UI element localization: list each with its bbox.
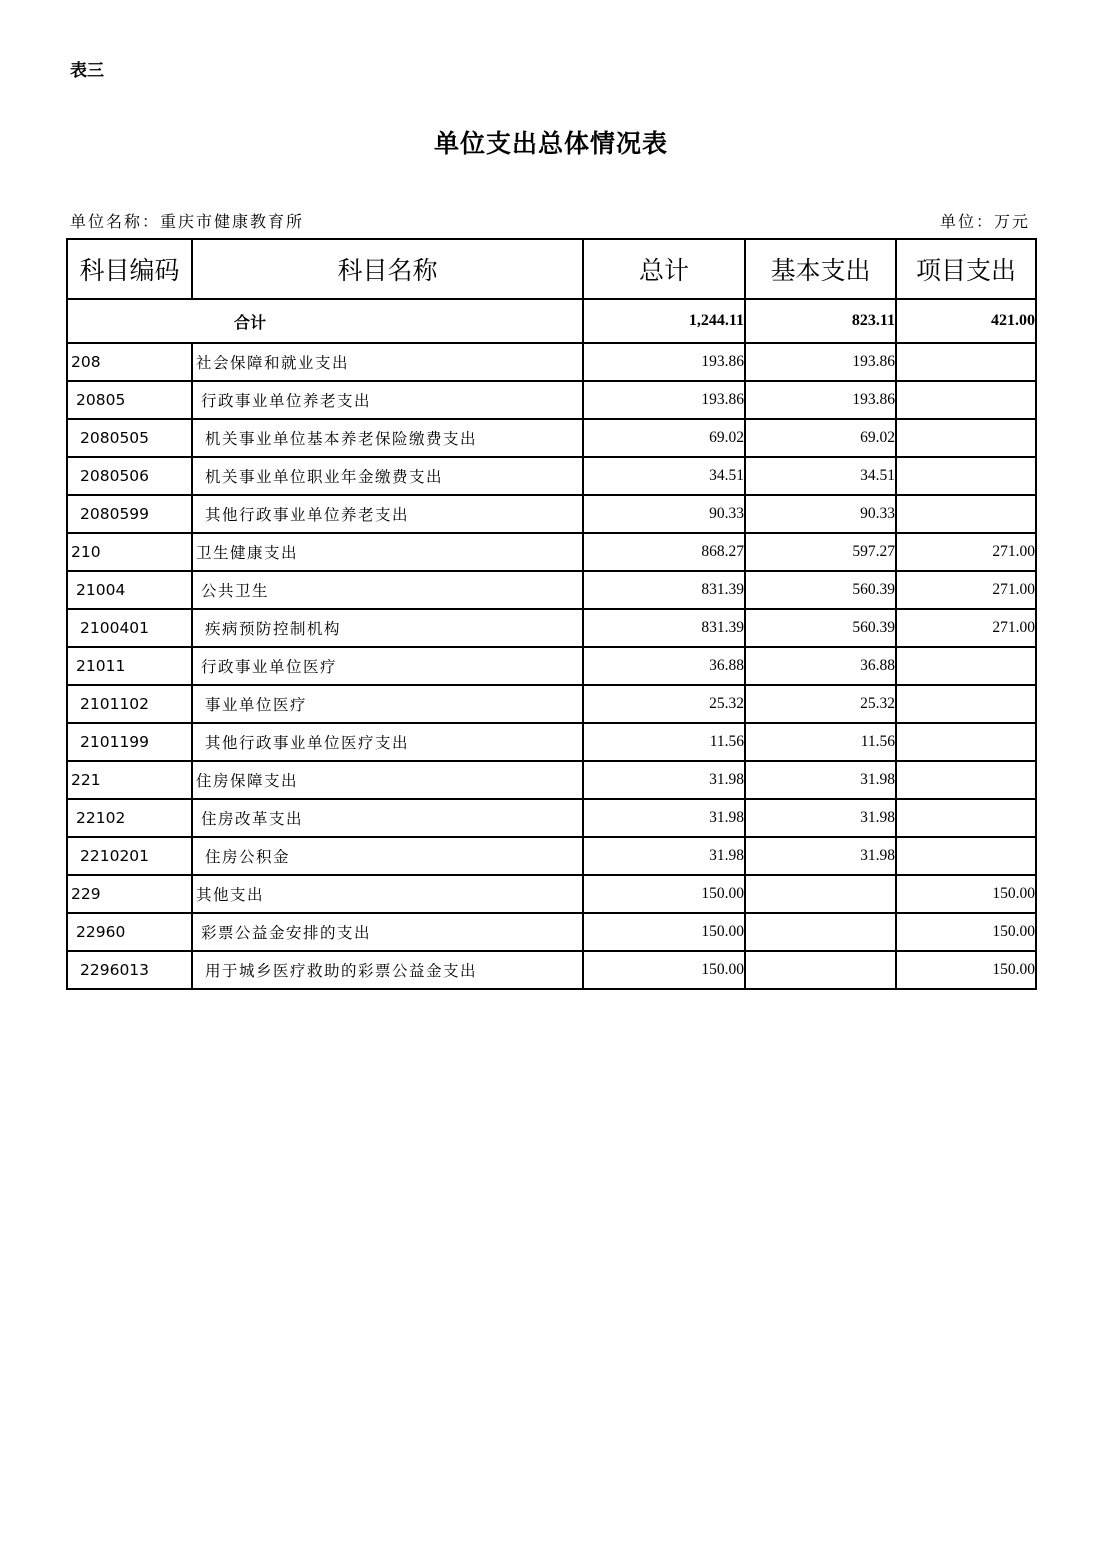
total-row: [67, 299, 1036, 343]
row-project: [896, 457, 1036, 495]
total-basic: 823.11: [745, 299, 896, 343]
row-project: [896, 381, 1036, 419]
row-code: 21011: [67, 647, 192, 685]
row-name: 住房公积金: [192, 837, 583, 875]
row-project: [896, 495, 1036, 533]
row-total: 31.98: [583, 761, 745, 799]
row-basic: 34.51: [745, 457, 896, 495]
row-total: 25.32: [583, 685, 745, 723]
table-row: [67, 799, 1036, 837]
row-total: 34.51: [583, 457, 745, 495]
row-total: 193.86: [583, 343, 745, 381]
table-row: [67, 343, 1036, 381]
row-name: 事业单位医疗: [192, 685, 583, 723]
row-code: 2080506: [67, 457, 192, 495]
row-project: [896, 685, 1036, 723]
row-code: 2101102: [67, 685, 192, 723]
row-total: 11.56: [583, 723, 745, 761]
header-name: 科目名称: [192, 239, 583, 299]
page-title: 单位支出总体情况表: [433, 129, 668, 158]
table-row: [67, 457, 1036, 495]
row-basic: 193.86: [745, 381, 896, 419]
row-code: 229: [67, 875, 192, 913]
row-basic: 69.02: [745, 419, 896, 457]
table-row: [67, 685, 1036, 723]
row-basic: 31.98: [745, 837, 896, 875]
table-row: [67, 951, 1036, 989]
row-basic: 31.98: [745, 799, 896, 837]
table-row: [67, 571, 1036, 609]
row-name: 公共卫生: [192, 571, 583, 609]
table-row: [67, 723, 1036, 761]
row-name: 其他行政事业单位医疗支出: [192, 723, 583, 761]
row-code: 21004: [67, 571, 192, 609]
row-code: 2210201: [67, 837, 192, 875]
row-total: 90.33: [583, 495, 745, 533]
row-code: 2296013: [67, 951, 192, 989]
row-code: 2080505: [67, 419, 192, 457]
row-name: 行政事业单位医疗: [192, 647, 583, 685]
row-code: 20805: [67, 381, 192, 419]
row-code: 22102: [67, 799, 192, 837]
row-total: 69.02: [583, 419, 745, 457]
row-total: 150.00: [583, 875, 745, 913]
row-project: 150.00: [896, 875, 1036, 913]
row-basic: [745, 913, 896, 951]
row-project: [896, 761, 1036, 799]
row-basic: 25.32: [745, 685, 896, 723]
header-row: [67, 239, 1036, 299]
row-name: 疾病预防控制机构: [192, 609, 583, 647]
table-row: [67, 761, 1036, 799]
row-name: 住房保障支出: [192, 761, 583, 799]
row-code: 210: [67, 533, 192, 571]
row-basic: 193.86: [745, 343, 896, 381]
header-project: 项目支出: [896, 239, 1036, 299]
table-row: [67, 495, 1036, 533]
row-code: 22960: [67, 913, 192, 951]
row-total: 831.39: [583, 571, 745, 609]
row-basic: 560.39: [745, 609, 896, 647]
row-project: [896, 837, 1036, 875]
row-name: 住房改革支出: [192, 799, 583, 837]
row-project: 271.00: [896, 609, 1036, 647]
table-row: [67, 419, 1036, 457]
row-project: [896, 647, 1036, 685]
row-name: 社会保障和就业支出: [192, 343, 583, 381]
row-code: 2100401: [67, 609, 192, 647]
row-total: 831.39: [583, 609, 745, 647]
row-total: 36.88: [583, 647, 745, 685]
table-number: 表三: [70, 61, 104, 81]
table-row: [67, 913, 1036, 951]
row-name: 行政事业单位养老支出: [192, 381, 583, 419]
row-project: 271.00: [896, 571, 1036, 609]
row-name: 机关事业单位基本养老保险缴费支出: [192, 419, 583, 457]
table-row: [67, 533, 1036, 571]
row-project: [896, 343, 1036, 381]
row-total: 150.00: [583, 913, 745, 951]
row-basic: 11.56: [745, 723, 896, 761]
row-basic: 36.88: [745, 647, 896, 685]
header-code: 科目编码: [67, 239, 192, 299]
row-project: [896, 419, 1036, 457]
header-total: 总计: [583, 239, 745, 299]
table-row: [67, 837, 1036, 875]
row-project: 150.00: [896, 951, 1036, 989]
row-basic: 560.39: [745, 571, 896, 609]
currency-unit-label: 单位：万元: [939, 212, 1030, 231]
row-name: 其他行政事业单位养老支出: [192, 495, 583, 533]
row-total: 31.98: [583, 837, 745, 875]
row-basic: [745, 951, 896, 989]
row-project: 271.00: [896, 533, 1036, 571]
row-code: 208: [67, 343, 192, 381]
row-code: 221: [67, 761, 192, 799]
table-row: [67, 381, 1036, 419]
total-sum: 1,244.11: [583, 299, 745, 343]
unit-name-label: 单位名称：重庆市健康教育所: [70, 212, 305, 231]
row-basic: [745, 875, 896, 913]
table-row: [67, 875, 1036, 913]
row-name: 其他支出: [192, 875, 583, 913]
row-basic: 31.98: [745, 761, 896, 799]
row-code: 2101199: [67, 723, 192, 761]
row-basic: 90.33: [745, 495, 896, 533]
table-row: [67, 609, 1036, 647]
row-name: 彩票公益金安排的支出: [192, 913, 583, 951]
row-total: 150.00: [583, 951, 745, 989]
row-name: 用于城乡医疗救助的彩票公益金支出: [192, 951, 583, 989]
total-project: 421.00: [896, 299, 1036, 343]
table-row: [67, 647, 1036, 685]
row-total: 868.27: [583, 533, 745, 571]
row-code: 2080599: [67, 495, 192, 533]
row-project: 150.00: [896, 913, 1036, 951]
row-name: 机关事业单位职业年金缴费支出: [192, 457, 583, 495]
header-basic: 基本支出: [745, 239, 896, 299]
row-project: [896, 799, 1036, 837]
row-name: 卫生健康支出: [192, 533, 583, 571]
row-project: [896, 723, 1036, 761]
expenditure-table: [66, 238, 1037, 990]
row-total: 31.98: [583, 799, 745, 837]
total-label: 合计: [67, 299, 583, 343]
row-basic: 597.27: [745, 533, 896, 571]
row-total: 193.86: [583, 381, 745, 419]
